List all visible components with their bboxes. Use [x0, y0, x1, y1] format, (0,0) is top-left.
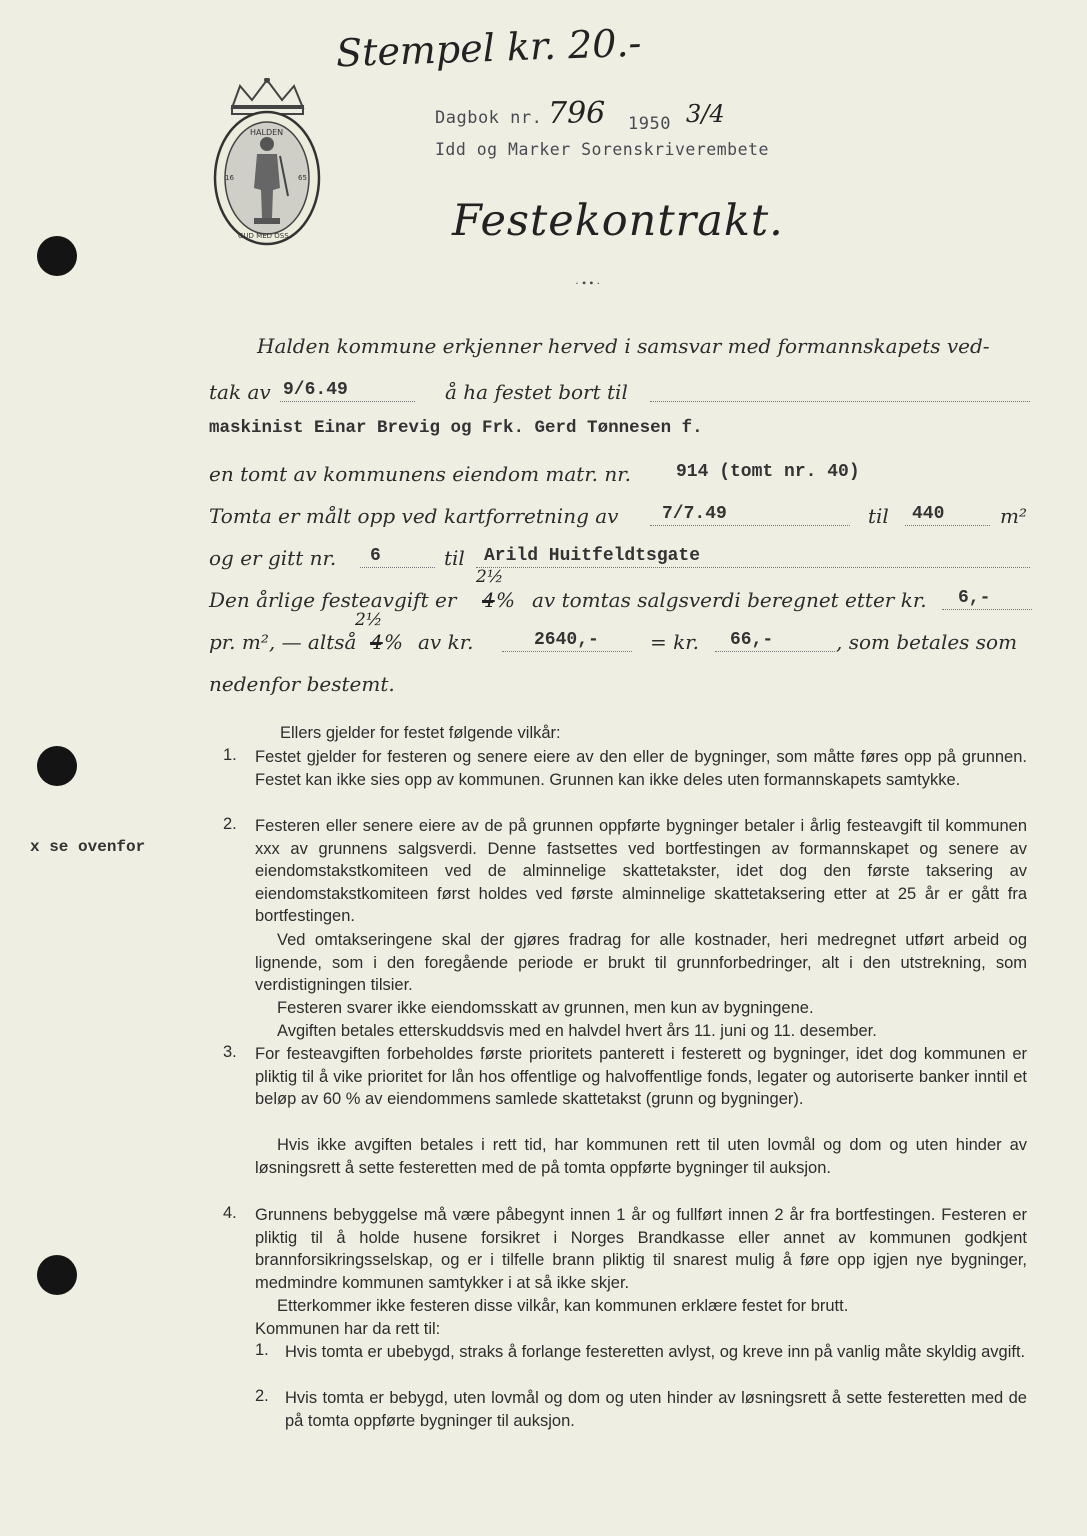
- punch-hole-middle: [37, 746, 77, 786]
- form-line-8-prefix: pr. m², — altså: [209, 630, 357, 654]
- sub-1-num: 1.: [255, 1341, 269, 1359]
- margin-note: x se ovenfor: [30, 838, 146, 856]
- rate-handwritten-2: 2½: [355, 610, 383, 630]
- area-unit: m²: [1000, 504, 1027, 528]
- percent-sign-2: %: [384, 630, 404, 654]
- kart-date: 7/7.49: [662, 504, 727, 524]
- seal-bottom-text: GUD MED OSS: [238, 232, 289, 240]
- form-line-8-suffix: , som betales som: [836, 630, 1018, 654]
- city-seal: [210, 78, 325, 248]
- seal-left-text: 16: [225, 174, 234, 182]
- form-line-2-prefix: tak av: [209, 380, 271, 404]
- form-line-9: nedenfor bestemt.: [209, 672, 395, 696]
- office-stamp: Idd og Marker Sorenskriverembete: [435, 140, 769, 159]
- vedtak-date: 9/6.49: [283, 380, 348, 400]
- dagbok-label: Dagbok nr.: [435, 108, 543, 128]
- term-2-num: 2.: [223, 815, 237, 833]
- form-line-5-prefix: Tomta er målt opp ved kartforretning av: [209, 504, 619, 528]
- term-4b-text: Etterkommer ikke festeren disse vilkår, kan kommunen erklære festet for brutt.: [277, 1297, 849, 1315]
- term-2d-text: Avgiften betales etterskuddsvis med en halvdel hvert års 11. juni og 11. desember.: [277, 1022, 877, 1040]
- form-line-2-suffix: å ha festet bort til: [445, 380, 628, 404]
- form-line-7-prefix: Den årlige festeavgift er: [209, 588, 457, 612]
- term-4c-text: Kommunen har da rett til:: [255, 1320, 441, 1338]
- document-title: Festekontrakt.: [452, 196, 784, 246]
- sub-2-num: 2.: [255, 1387, 269, 1405]
- rate-struck: 4: [482, 588, 495, 612]
- form-line-6-prefix: og er gitt nr.: [209, 546, 337, 570]
- rate-struck-2: 4: [370, 630, 383, 654]
- seal-top-text: HALDEN: [250, 128, 284, 137]
- til-label: til: [868, 504, 889, 528]
- term-2c-text: Festeren svarer ikke eiendomsskatt av grunnen, men kun av bygningene.: [277, 999, 814, 1017]
- dagbok-number: 796: [548, 96, 606, 131]
- gitt-nr: 6: [370, 546, 381, 566]
- area: 440: [912, 504, 945, 524]
- form-line-7-mid: av tomtas salgsverdi beregnet etter kr.: [532, 588, 927, 612]
- matr-nr: 914 (tomt nr. 40): [676, 462, 860, 482]
- punch-hole-top: [37, 236, 77, 276]
- street: Arild Huitfeldtsgate: [484, 546, 701, 566]
- salgsverdi: 2640,-: [534, 630, 599, 650]
- halden-seal-icon: [210, 78, 325, 248]
- percent-sign: %: [496, 588, 516, 612]
- punch-hole-bottom: [37, 1255, 77, 1295]
- form-line-1: Halden kommune erkjenner herved i samsvar med formannskapets ved-: [257, 334, 990, 358]
- term-4-num: 4.: [223, 1204, 237, 1222]
- sub-2-text: Hvis tomta er bebygd, uten lovmål og dom og uten hinder av løsningsrett å sette festeretten med de på tomta oppførte bygninger til auksjon.: [285, 1389, 1027, 1430]
- price-per-m2: 6,-: [958, 588, 991, 608]
- term-3-text: For festeavgiften forbeholdes første prioritets panterett i festerett og bygninger, idet dog kommunen er pliktig til å vike prioritet for lån hos offentlige og halvoffentlige fonds, legater og autoriserte banker inntil et beløp av 60 % av eiendommens samlede skattetakst (grunn og bygninger).: [255, 1045, 1027, 1108]
- term-3b-text: Hvis ikke avgiften betales i rett tid, har kommunen rett til uten lovmål og dom og uten hinder av løsningsrett å sette festeretten med de på tomta oppførte bygninger til auksjon.: [255, 1136, 1027, 1177]
- form-line-8-avkr: av kr.: [418, 630, 474, 654]
- title-ornament: ·••·: [575, 276, 604, 290]
- sub-1-text: Hvis tomta er ubebygd, straks å forlange festeretten avlyst, og kreve inn på vanlig måte skyldig avgift.: [285, 1343, 1026, 1361]
- term-1-num: 1.: [223, 746, 237, 764]
- term-4-text: Grunnens bebyggelse må være påbegynt innen 1 år og fullført innen 2 år fra bortfestingen. Festeren er pliktig til å holde husene forsikret i Norges Brandkasse eller annet av kommunen godkjent brannforsikringsselskap, og er i tilfelle brann pliktig til snarest mulig å føre opp igjen nye bygninger, medmindre kommunen samtykker i at så ikke skjer.: [255, 1206, 1027, 1292]
- dagbok-date: 3/4: [686, 100, 725, 128]
- term-3-num: 3.: [223, 1043, 237, 1061]
- form-line-4-prefix: en tomt av kommunens eiendom matr. nr.: [209, 462, 632, 486]
- terms-intro: Ellers gjelder for festet følgende vilkår:: [280, 724, 561, 742]
- eq-kr: = kr.: [650, 630, 699, 654]
- term-2-text: Festeren eller senere eiere av de på grunnen oppførte bygninger betaler i årlig festeavgift til kommunen xxx av grunnens salgsverdi. Denne fastsettes ved bortfestingen av formannskapet og senere av eiendomstakstkomiteen ved de alminnelige skattetakster, idet dog den første taksering av eiendomstakstkomiteen først holdes ved første alminnelige skattetaksering etter at 25 år er gått fra bortfestingen.: [255, 817, 1027, 925]
- stempel-note: Stempel kr. 20.-: [335, 20, 643, 76]
- rate-handwritten: 2½: [476, 567, 504, 587]
- parties: maskinist Einar Brevig og Frk. Gerd Tønnesen f.: [209, 418, 703, 438]
- avgift: 66,-: [730, 630, 774, 650]
- term-2b-text: Ved omtakseringene skal der gjøres fradrag for alle kostnader, heri medregnet utført arbeid og lignende, som i den foregående periode er brukt til grunnforbedringer, alt i den utstrekning, som verdistigningen tilsier.: [255, 931, 1027, 994]
- til-label-2: til: [444, 546, 465, 570]
- dagbok-year: 1950: [628, 114, 671, 134]
- term-1-text: Festet gjelder for festeren og senere eiere av den eller de bygninger, som måtte føres opp på grunnen. Festet kan ikke sies opp av kommunen. Grunnen kan ikke deles uten formannskapets samtykke.: [255, 748, 1027, 789]
- seal-right-text: 65: [298, 174, 307, 182]
